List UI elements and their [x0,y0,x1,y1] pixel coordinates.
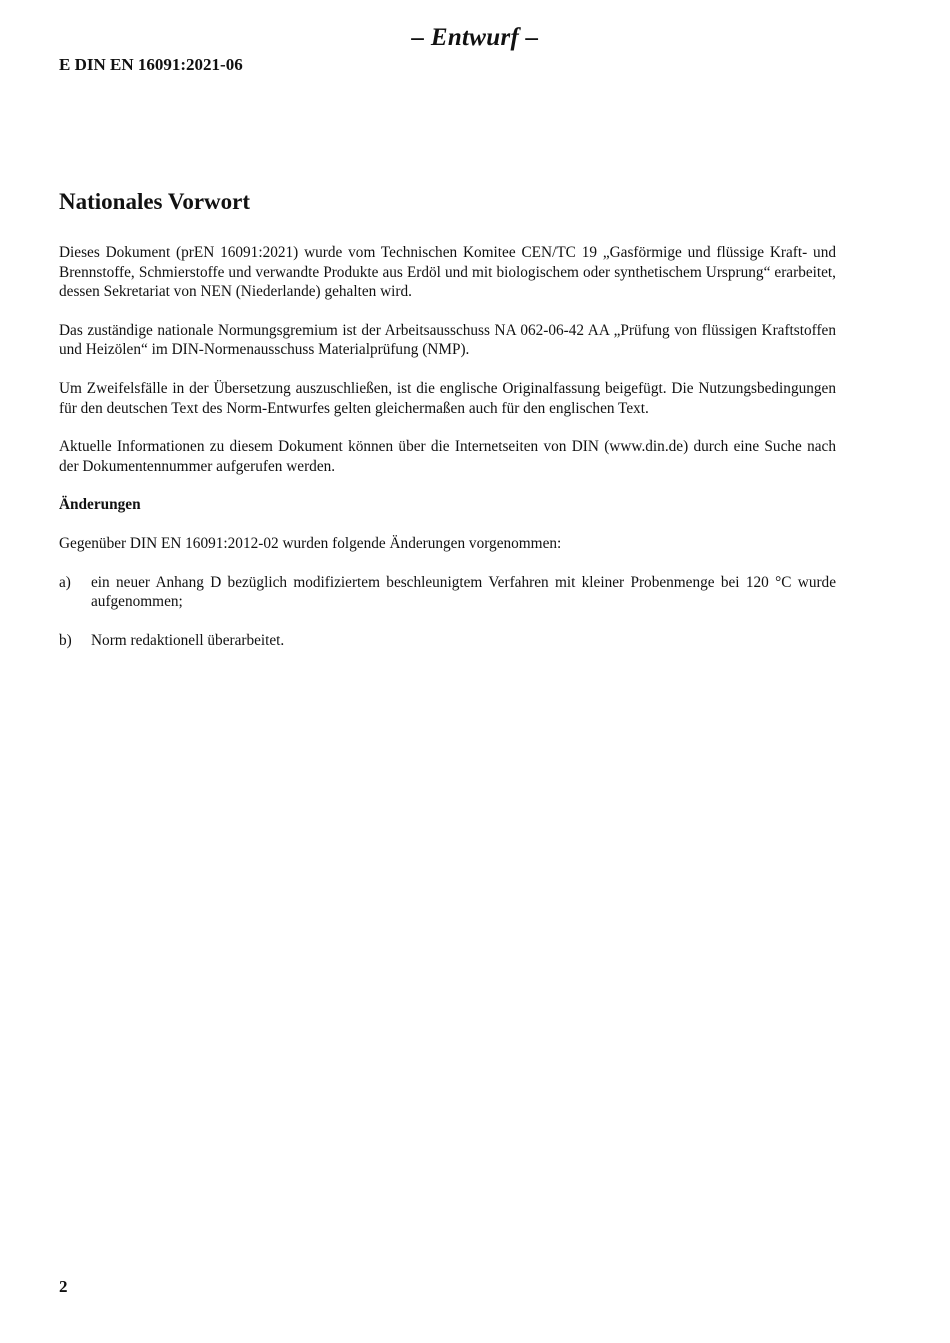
document-body [59,187,836,669]
draft-watermark-title: – Entwurf – [411,24,539,51]
changes-heading: Änderungen [59,496,141,514]
list-item [59,631,836,651]
list-marker: a) [59,573,71,591]
paragraph-information: Aktuelle Informationen zu diesem Dokument können über die Internetseiten von DIN (www.din.de) durch eine Suche nach der Dokumentennummer aufgerufen werden. [59,438,836,475]
list-marker: b) [59,631,72,649]
paragraph-committee: Dieses Dokument (prEN 16091:2021) wurde vom Technischen Komitee CEN/TC 19 „Gasförmige und flüssige Kraft- und Brennstoffe, Schmierstoffe und verwandte Produkte aus Erdöl und mit biologischem oder synthetischem Ursprung“ erarbeitet, dessen Sekretariat von NEN (Niederlande) gehalten wird. [59,244,836,301]
list-item-text: Norm redaktionell überarbeitet. [91,631,285,649]
paragraph-national-body: Das zuständige nationale Normungsgremium ist der Arbeitsausschuss NA 062-06-42 AA „Prüfung von flüssigen Kraftstoffen und Heizölen“ im DIN-Normenausschuss Materialprüfung (NMP). [59,321,836,359]
list-item-text: ein neuer Anhang D bezüglich modifiziertem beschleunigtem Verfahren mit kleiner Probenmenge bei 120 °C wurde aufgenommen; [91,573,836,611]
changes-intro: Gegenüber DIN EN 16091:2012-02 wurden folgende Änderungen vorgenommen: [59,534,562,552]
list-item [59,573,836,612]
paragraph-translation: Um Zweifelsfälle in der Übersetzung auszuschließen, ist die englische Originalfassung beigefügt. Die Nutzungsbedingungen für den deutschen Text des Norm-Entwurfes gelten gleichermaßen auch für den englischen Text. [59,379,836,417]
page-title: Nationales Vorwort [59,189,251,214]
page-number: 2 [59,1277,68,1296]
changes-list [59,573,836,651]
document-id: E DIN EN 16091:2021-06 [59,55,243,74]
